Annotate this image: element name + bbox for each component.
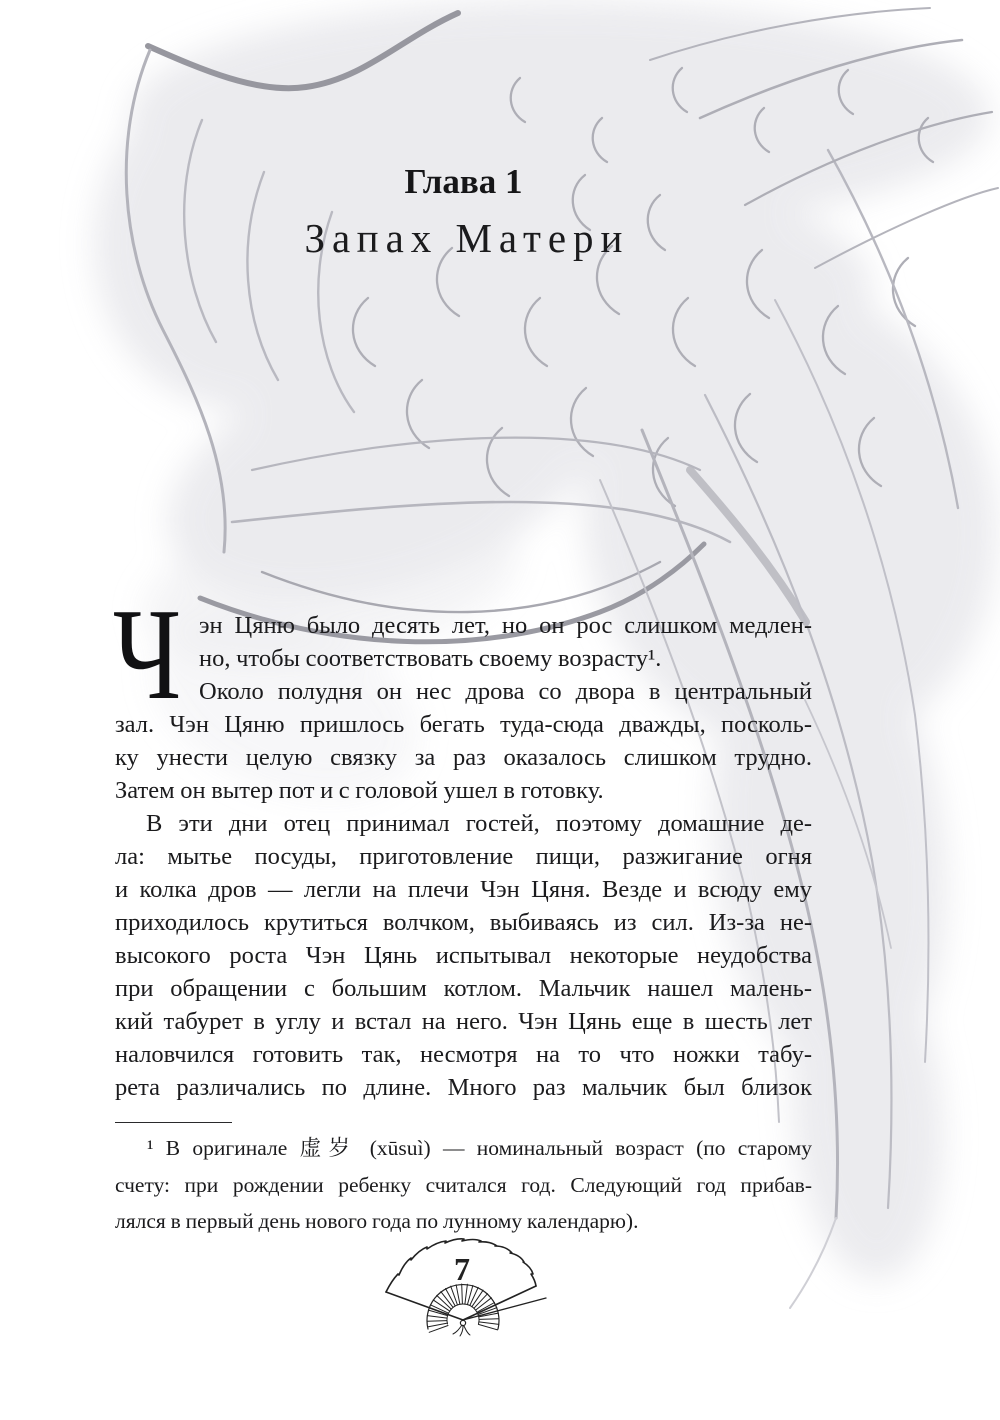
fan-pivot	[460, 1320, 465, 1325]
text-line: лялся в первый день нового года по лунному календарю).	[115, 1209, 639, 1233]
text-line: и колка дров — легли на плечи Чэн Цяня. Везде и всюду ему	[115, 876, 812, 903]
text-line: кий табурет в углу и встал на него. Чэн Цянь еще в шесть лет	[115, 1008, 812, 1035]
chapter-title: Запах Матери	[304, 215, 630, 261]
text-line: Около полудня он нес дрова со двора в центральный	[199, 678, 812, 705]
text-line: счету: при рождении ребенку считался год. Следующий год прибав-	[115, 1172, 812, 1197]
fan-pleat-line	[478, 1324, 497, 1330]
text-line: высокого роста Чэн Цянь испытывал некоторые неудобства	[115, 942, 812, 969]
text-line: наловчился готовить так, несмотря на то что ножки табу-	[115, 1041, 812, 1068]
text-line: при обращении с большим котлом. Мальчик нашел малень-	[115, 975, 812, 1002]
fan-pleat-line	[479, 1319, 499, 1320]
fan-pleat-line	[479, 1322, 499, 1325]
text-line: ку унести целую связку за раз оказалось слишком трудно.	[115, 744, 812, 771]
text-line: Затем он вытер пот и с головой ушел в готовку.	[115, 777, 604, 804]
fan-pleat-line	[427, 1321, 447, 1322]
body-lines	[115, 609, 812, 1104]
fan-pleat-line	[462, 1284, 463, 1304]
fan-pleat-line	[465, 1284, 468, 1304]
text-line: эн Цяню было десять лет, но он рос слишком медлен-	[199, 612, 812, 639]
footnote-divider	[115, 1122, 232, 1123]
fan-pleat-line	[427, 1316, 447, 1319]
body-text	[113, 582, 812, 1104]
folding-fan-illustration	[378, 1236, 554, 1338]
drop-cap: Ч	[113, 582, 182, 727]
fan-pleat-outer-arc	[427, 1285, 499, 1329]
chapter-label: Глава 1	[404, 162, 523, 201]
text-line: рета различались по длине. Много раз мальчик был близок	[115, 1074, 812, 1101]
text-line: но, чтобы соответствовать своему возрасту¹.	[199, 645, 662, 672]
text-line: зал. Чэн Цяню пришлось бегать туда-сюда дважды, посколь-	[115, 711, 812, 738]
footnote	[115, 1130, 812, 1240]
page-number: 7	[454, 1251, 470, 1287]
text-line: В эти дни отец принимал гостей, поэтому домашние де-	[146, 810, 812, 837]
text-line: ¹ В оригинале 虚岁 (xūsuì) — номинальный возраст (по старому	[147, 1136, 812, 1160]
text-line: ла: мытье посуды, приготовление пищи, разжигание огня	[115, 843, 812, 870]
text-line: приходилось крутиться волчком, выбиваясь из сил. Из-за не-	[115, 909, 812, 936]
fan-tassel	[453, 1325, 470, 1336]
